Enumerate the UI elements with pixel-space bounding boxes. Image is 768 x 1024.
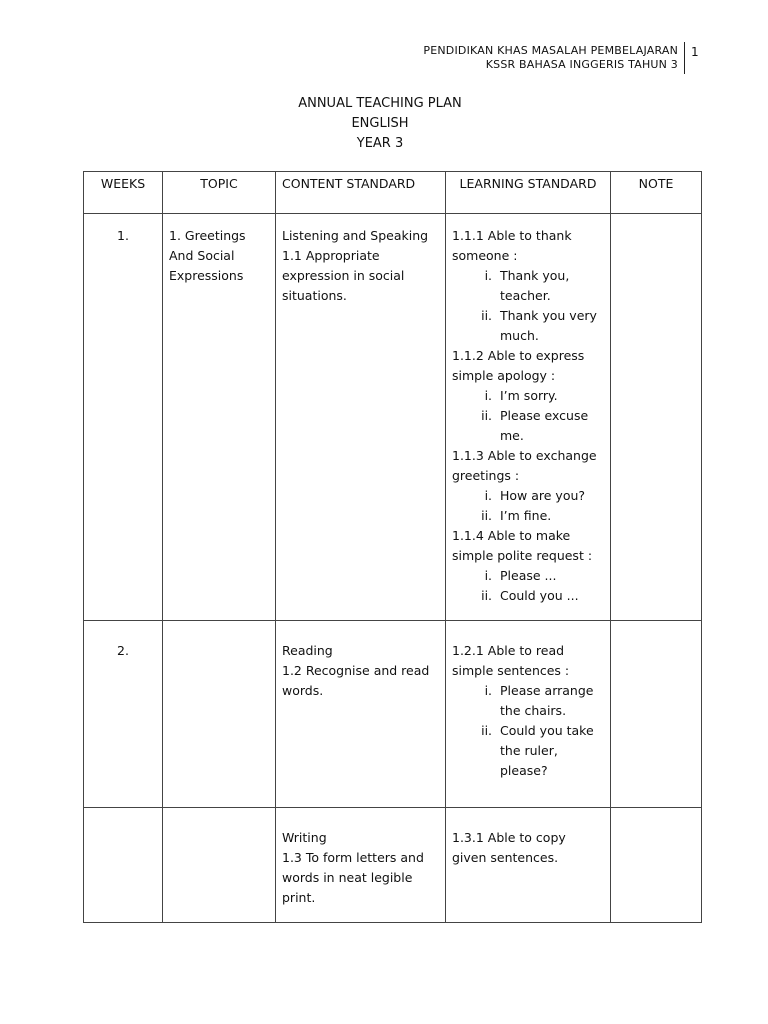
content-standard-line: 1.1 Appropriate expression in social situations.	[282, 248, 405, 303]
content-standard-line: 1.3 To form letters and words in neat legible print.	[282, 850, 424, 905]
header-divider	[684, 42, 685, 74]
learning-standard-list	[452, 486, 604, 526]
content-standard-cell	[276, 808, 446, 923]
title-line-3: YEAR 3	[356, 136, 404, 151]
learning-standard-text: 1.1.4 Able to make simple polite request :	[452, 528, 593, 563]
page-header	[300, 44, 678, 72]
content-standard-line: Reading	[282, 643, 333, 658]
content-standard-line: 1.2 Recognise and read words.	[282, 663, 430, 698]
topic-cell	[163, 808, 276, 923]
note-cell	[611, 214, 702, 621]
teaching-plan-table	[83, 171, 702, 923]
week-cell	[84, 808, 163, 923]
header-content-standard: CONTENT STANDARD	[276, 172, 446, 214]
learning-standard-item: ii. Could you take the ruler, please?	[496, 721, 604, 781]
week-cell: 2.	[84, 621, 163, 808]
content-standard-cell	[276, 621, 446, 808]
document-title	[230, 94, 530, 154]
learning-standard-item: ii. I’m fine.	[496, 506, 604, 526]
learning-standard-item: i. Please arrange the chairs.	[496, 681, 604, 721]
learning-standard-item: ii. Please excuse me.	[496, 406, 604, 446]
learning-standard-cell	[446, 621, 611, 808]
table-row	[84, 621, 702, 808]
learning-standard-item: i. I’m sorry.	[496, 386, 604, 406]
header-topic: TOPIC	[163, 172, 276, 214]
table-row	[84, 214, 702, 621]
learning-standard-item: i. Please ...	[496, 566, 604, 586]
learning-standard-list	[452, 266, 604, 346]
header-line-1: PENDIDIKAN KHAS MASALAH PEMBELAJARAN	[423, 44, 678, 57]
table-header-row	[84, 172, 702, 214]
learning-standard-item: i. Thank you, teacher.	[496, 266, 604, 306]
header-note: NOTE	[611, 172, 702, 214]
learning-standard-item: ii. Could you ...	[496, 586, 604, 606]
content-standard-cell	[276, 214, 446, 621]
learning-standard-list	[452, 681, 604, 781]
learning-standard-text: 1.1.2 Able to express simple apology :	[452, 348, 585, 383]
header-line-2: KSSR BAHASA INGGERIS TAHUN 3	[485, 58, 678, 71]
learning-standard-list	[452, 566, 604, 606]
learning-standard-text: 1.1.3 Able to exchange greetings :	[452, 448, 597, 483]
header-weeks: WEEKS	[84, 172, 163, 214]
title-line-1: ANNUAL TEACHING PLAN	[298, 96, 462, 111]
content-standard-line: Writing	[282, 830, 327, 845]
page-number: 1	[691, 45, 699, 59]
week-cell: 1.	[84, 214, 163, 621]
table-row	[84, 808, 702, 923]
header-learning-standard: LEARNING STANDARD	[446, 172, 611, 214]
learning-standard-cell	[446, 808, 611, 923]
learning-standard-text: 1.1.1 Able to thank someone :	[452, 228, 572, 263]
content-standard-line: Listening and Speaking	[282, 228, 429, 243]
topic-cell	[163, 621, 276, 808]
topic-cell: 1. Greetings And Social Expressions	[163, 214, 276, 621]
learning-standard-text: 1.2.1 Able to read simple sentences :	[452, 643, 570, 678]
learning-standard-cell	[446, 214, 611, 621]
note-cell	[611, 621, 702, 808]
learning-standard-text: 1.3.1 Able to copy given sentences.	[452, 830, 566, 865]
learning-standard-item: ii. Thank you very much.	[496, 306, 604, 346]
note-cell	[611, 808, 702, 923]
title-line-2: ENGLISH	[351, 116, 409, 131]
learning-standard-list	[452, 386, 604, 446]
learning-standard-item: i. How are you?	[496, 486, 604, 506]
